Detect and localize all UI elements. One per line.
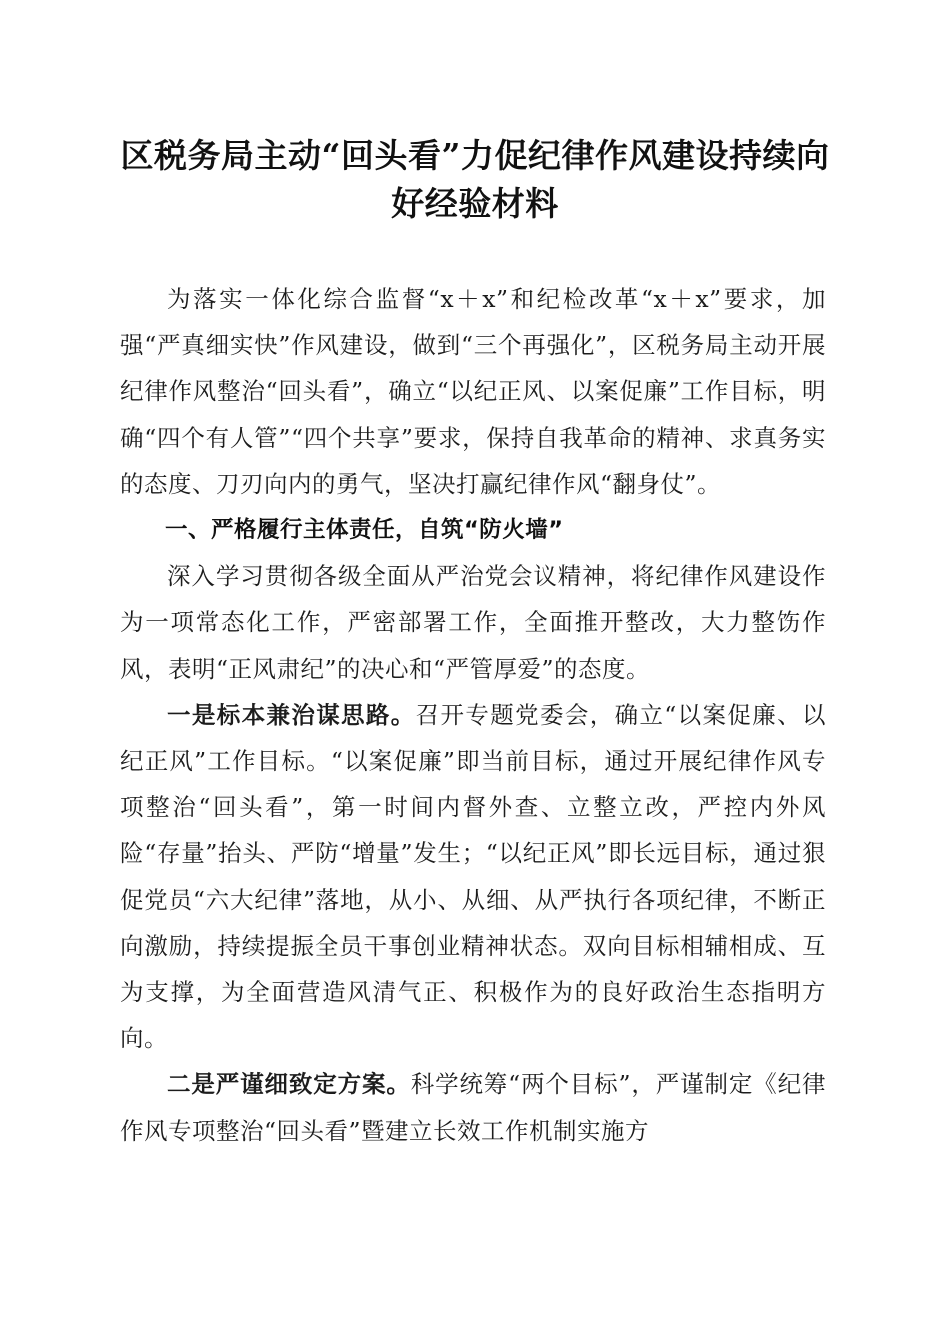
paragraph-intro: [120, 276, 826, 507]
paragraph-lead: 一是标本兼治谋思路。: [167, 700, 416, 729]
heading-text: 一、严格履行主体责任，自筑“防火墙”: [165, 517, 564, 544]
document-title: 区税务局主动“回头看”力促纪律作风建设持续向好经验材料: [120, 136, 830, 223]
section-heading-1: [120, 507, 826, 553]
paragraph-text: 为落实一体化综合监督“x＋x”和纪检改革“x＋x”要求，加强“严真细实快”作风建设，做到“三个再强化”，区税务局主动开展纪律作风整治“回头看”，确立“以纪正风、以案促廉”工作目标，明确“四个有人管”“四个共享”要求，保持自我革命的精神、求真务实的态度、刀刃向内的勇气，坚决打赢纪律作风“翻身仗”。: [120, 285, 826, 498]
paragraph-point-2: [120, 1061, 826, 1153]
paragraph-section-1-intro: [120, 553, 826, 692]
document-body: [120, 276, 826, 1154]
paragraph-text: 深入学习贯彻各级全面从严治党会议精神，将纪律作风建设作为一项常态化工作，严密部署工作，全面推开整改，大力整饬作风，表明“正风肃纪”的决心和“严管厚爱”的态度。: [120, 562, 826, 683]
paragraph-text: 科学统筹“两个目标”，严谨制定《纪律作风专项整治“回头看”暨建立长效工作机制实施方: [120, 1070, 827, 1145]
paragraph-text: 召开专题党委会，确立“以案促廉、以纪正风”工作目标。“以案促廉”即当前目标，通过开展纪律作风专项整治“回头看”，第一时间内督外查、立整立改，严控内外风险“存量”抬头、严防“增量”发生；“以纪正风”即长远目标，通过狠促党员“六大纪律”落地，从小、从细、从严执行各项纪律，不断正向激励，持续提振全员干事创业精神状态。双向目标相辅相成、互为支撑，为全面营造风清气正、积极作为的良好政治生态指明方向。: [120, 700, 827, 1053]
paragraph-point-1: [120, 692, 826, 1062]
paragraph-lead: 二是严谨细致定方案。: [167, 1070, 411, 1099]
